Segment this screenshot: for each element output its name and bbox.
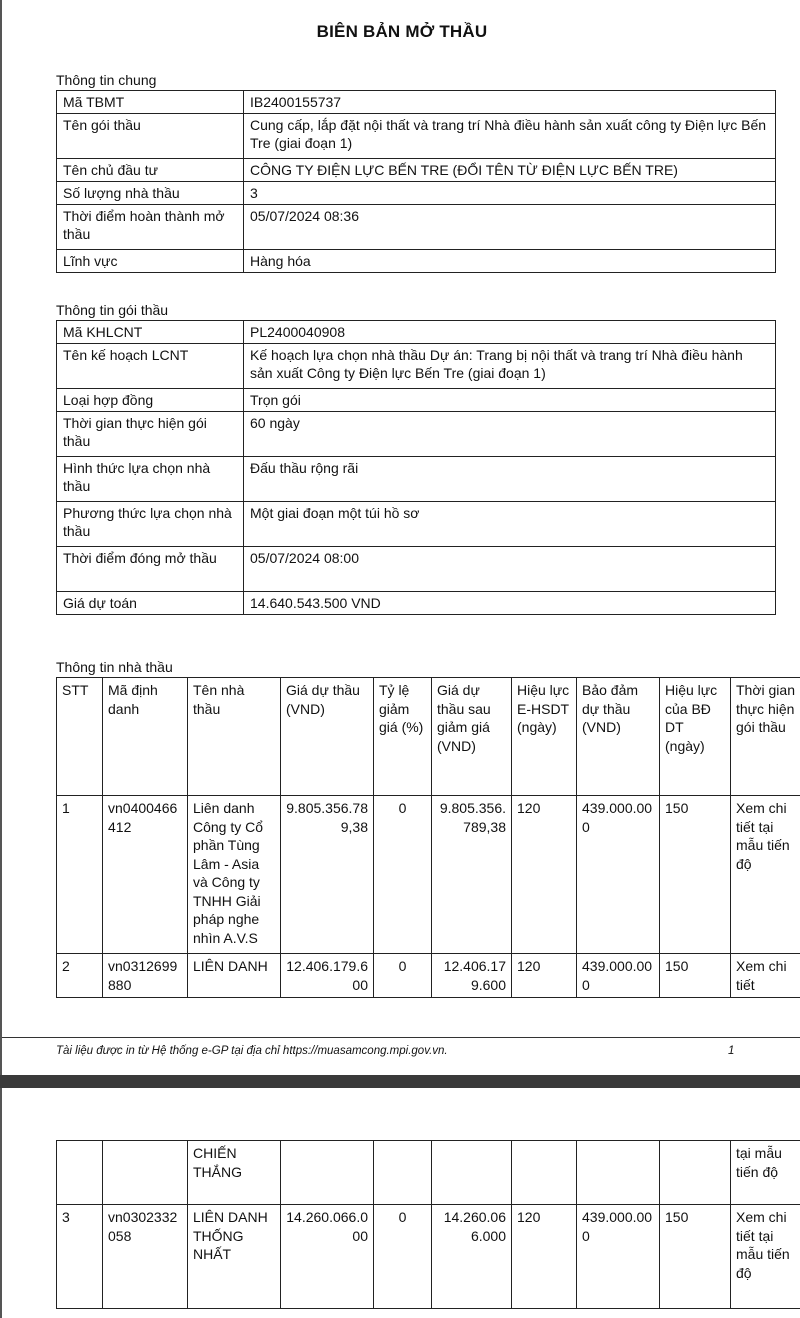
table-row — [57, 159, 776, 182]
page-2 — [0, 1088, 800, 1318]
field-label: Thời điểm hoàn thành mở thầu — [57, 205, 244, 250]
cell-validity: 120 — [512, 796, 577, 954]
field-label: Hình thức lựa chọn nhà thầu — [57, 457, 244, 502]
cell-id: vn0400466412 — [103, 796, 188, 954]
cell-stt — [57, 1141, 103, 1205]
column-header: Tên nhà thầu — [188, 678, 281, 796]
cell-price: 14.260.066.000 — [281, 1205, 374, 1309]
field-label: Tên chủ đầu tư — [57, 159, 244, 182]
bidders-table — [56, 677, 800, 998]
table-row — [57, 321, 776, 344]
field-value: PL2400040908 — [244, 321, 776, 344]
field-value: IB2400155737 — [244, 91, 776, 114]
document-title: BIÊN BẢN MỞ THẦU — [316, 22, 488, 41]
cell-price — [281, 1141, 374, 1205]
table-row — [57, 547, 776, 592]
cell-name: CHIẾN THẮNG — [188, 1141, 281, 1205]
field-label: Tên kế hoạch LCNT — [57, 344, 244, 389]
field-label: Mã KHLCNT — [57, 321, 244, 344]
field-value: 60 ngày — [244, 412, 776, 457]
table-row — [57, 182, 776, 205]
general-info-table — [56, 90, 776, 273]
field-label: Mã TBMT — [57, 91, 244, 114]
cell-validity — [512, 1141, 577, 1205]
cell-name: LIÊN DANH THỐNG NHẤT — [188, 1205, 281, 1309]
field-label: Lĩnh vực — [57, 250, 244, 273]
table-row — [57, 412, 776, 457]
field-value: Một giai đoạn một túi hồ sơ — [244, 502, 776, 547]
cell-guarantee-validity: 150 — [660, 796, 731, 954]
footer-divider — [2, 1037, 800, 1038]
cell-guarantee: 439.000.000 — [577, 1205, 660, 1309]
column-header: Hiệu lực của BĐ DT (ngày) — [660, 678, 731, 796]
table-header-row — [57, 678, 800, 796]
cell-price: 12.406.179.600 — [281, 954, 374, 998]
table-row — [57, 91, 776, 114]
field-value: CÔNG TY ĐIỆN LỰC BẾN TRE (ĐỔI TÊN TỪ ĐIỆN LỰC BẾN TRE) — [244, 159, 776, 182]
cell-price-after — [432, 1141, 512, 1205]
table-row — [57, 1141, 800, 1205]
field-value: 05/07/2024 08:36 — [244, 205, 776, 250]
field-value: 3 — [244, 182, 776, 205]
cell-name: LIÊN DANH — [188, 954, 281, 998]
field-label: Phương thức lựa chọn nhà thầu — [57, 502, 244, 547]
cell-guarantee: 439.000.000 — [577, 796, 660, 954]
cell-time: Xem chi tiết — [731, 954, 800, 998]
table-row — [57, 954, 800, 998]
column-header: Mã định danh — [103, 678, 188, 796]
column-header: Giá dự thầu sau giảm giá (VND) — [432, 678, 512, 796]
table-row — [57, 592, 776, 615]
table-row — [57, 344, 776, 389]
column-header: Hiệu lực E-HSDT (ngày) — [512, 678, 577, 796]
column-header: Giá dự thầu (VND) — [281, 678, 374, 796]
field-label: Thời điểm đóng mở thầu — [57, 547, 244, 592]
cell-price-after: 12.406.179.600 — [432, 954, 512, 998]
table-row — [57, 502, 776, 547]
cell-guarantee-validity — [660, 1141, 731, 1205]
table-row — [57, 205, 776, 250]
table-row — [57, 250, 776, 273]
field-value: Đấu thầu rộng rãi — [244, 457, 776, 502]
cell-id — [103, 1141, 188, 1205]
package-info-heading: Thông tin gói thầu — [56, 302, 169, 318]
table-row — [57, 114, 776, 159]
column-header: Tỷ lệ giảm giá (%) — [374, 678, 432, 796]
cell-guarantee-validity: 150 — [660, 954, 731, 998]
field-value: 14.640.543.500 VND — [244, 592, 776, 615]
cell-stt: 2 — [57, 954, 103, 998]
bidders-table-continued — [56, 1140, 800, 1309]
cell-discount: 0 — [374, 796, 432, 954]
cell-price-after: 14.260.066.000 — [432, 1205, 512, 1309]
cell-name: Liên danh Công ty Cổ phần Tùng Lâm - Asia và Công ty TNHH Giải pháp nghe nhìn A.V.S — [188, 796, 281, 954]
cell-stt: 1 — [57, 796, 103, 954]
table-row — [57, 1205, 800, 1309]
cell-time: Xem chi tiết tại mẫu tiến độ — [731, 1205, 800, 1309]
cell-validity: 120 — [512, 1205, 577, 1309]
cell-id: vn0312699880 — [103, 954, 188, 998]
cell-time: tại mẫu tiến độ — [731, 1141, 800, 1205]
package-info-table — [56, 320, 776, 615]
field-label: Thời gian thực hiện gói thầu — [57, 412, 244, 457]
field-value: Cung cấp, lắp đặt nội thất và trang trí Nhà điều hành sản xuất công ty Điện lực Bến Tre (giai đoạn 1) — [244, 114, 776, 159]
field-label: Loại hợp đồng — [57, 389, 244, 412]
page-number: 1 — [728, 1045, 735, 1057]
field-label: Giá dự toán — [57, 592, 244, 615]
bidders-info-heading: Thông tin nhà thầu — [56, 659, 173, 675]
cell-guarantee: 439.000.000 — [577, 954, 660, 998]
field-value: Kế hoạch lựa chọn nhà thầu Dự án: Trang bị nội thất và trang trí Nhà điều hành sản xuất Công ty Điện lực Bến Tre (giai đoạn 1) — [244, 344, 776, 389]
field-value: Hàng hóa — [244, 250, 776, 273]
general-info-heading: Thông tin chung — [56, 72, 157, 88]
column-header: STT — [57, 678, 103, 796]
cell-validity: 120 — [512, 954, 577, 998]
table-row — [57, 457, 776, 502]
field-label: Tên gói thầu — [57, 114, 244, 159]
cell-discount — [374, 1141, 432, 1205]
table-row — [57, 389, 776, 412]
cell-price-after: 9.805.356.789,38 — [432, 796, 512, 954]
cell-discount: 0 — [374, 954, 432, 998]
cell-discount: 0 — [374, 1205, 432, 1309]
cell-time: Xem chi tiết tại mẫu tiến độ — [731, 796, 800, 954]
field-label: Số lượng nhà thầu — [57, 182, 244, 205]
field-value: 05/07/2024 08:00 — [244, 547, 776, 592]
footer-note: Tài liệu được in từ Hệ thống e-GP tại địa chỉ https://muasamcong.mpi.gov.vn. — [56, 1045, 448, 1057]
cell-guarantee — [577, 1141, 660, 1205]
cell-guarantee-validity: 150 — [660, 1205, 731, 1309]
field-value: Trọn gói — [244, 389, 776, 412]
cell-price: 9.805.356.789,38 — [281, 796, 374, 954]
column-header: Thời gian thực hiện gói thầu — [731, 678, 800, 796]
table-row — [57, 796, 800, 954]
cell-id: vn0302332058 — [103, 1205, 188, 1309]
column-header: Bảo đảm dự thầu (VND) — [577, 678, 660, 796]
cell-stt: 3 — [57, 1205, 103, 1309]
